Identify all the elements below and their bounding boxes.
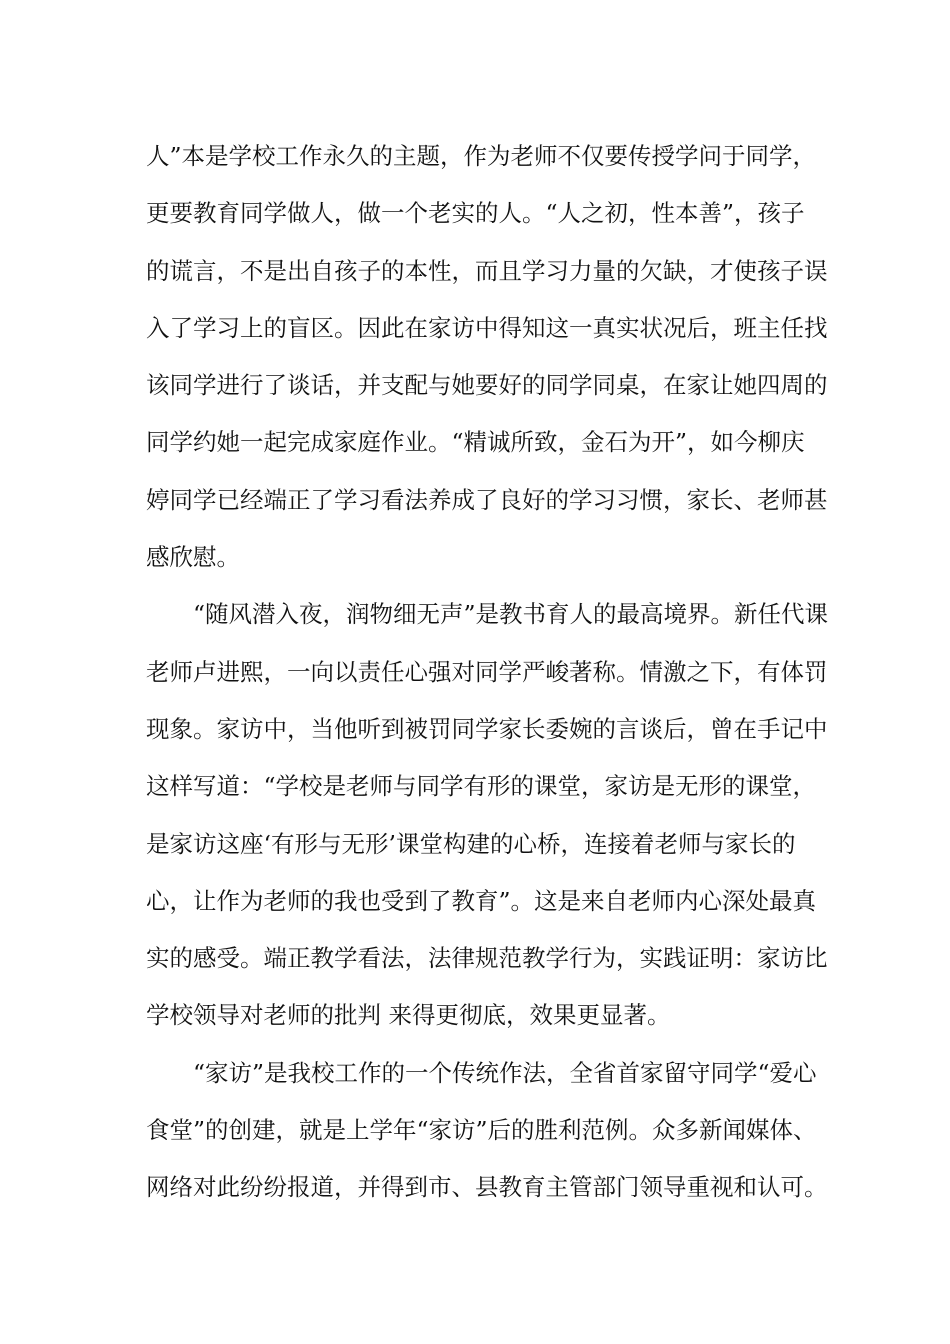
- text-line: 这样写道：“学校是老师与同学有形的课堂，家访是无形的课堂，: [146, 772, 817, 801]
- text-line: 现象。家访中，当他听到被罚同学家长委婉的言谈后，曾在手记中: [146, 714, 828, 743]
- text-line: 入了学习上的盲区。因此在家访中得知这一真实状况后，班主任找: [146, 313, 828, 342]
- text-line: 的谎言，不是出自孩子的本性，而且学习力量的欠缺，才使孩子误: [146, 256, 828, 285]
- paragraph-3: [146, 1045, 826, 1217]
- text-line: 学校领导对老师的批判 来得更彻底，效果更显著。: [146, 1001, 671, 1030]
- text-line: 老师卢进熙，一向以责任心强对同学严峻著称。情激之下，有体罚: [146, 657, 828, 686]
- document-body: [146, 128, 829, 1217]
- text-line: 同学约她一起完成家庭作业。“精诚所致，金石为开”，如今柳庆: [146, 428, 805, 457]
- text-line: 心，让作为老师的我也受到了教育”。这是来自老师内心深处最真: [146, 886, 817, 915]
- text-line-first: “家访”是我校工作的一个传统作法，全省首家留守同学“爱心: [193, 1058, 817, 1087]
- text-line: 婷同学已经端正了学习看法养成了良好的学习习惯，家长、老师甚: [146, 485, 828, 514]
- text-line: 更要教育同学做人，做一个老实的人。“人之初，性本善”，孩子: [146, 199, 805, 228]
- text-line: 实的感受。端正教学看法，法律规范教学行为，实践证明：家访比: [146, 944, 828, 973]
- text-line: 该同学进行了谈话，并支配与她要好的同学同桌，在家让她四周的: [146, 371, 828, 400]
- text-line: 是家访这座‘有形与无形’课堂构建的心桥，连接着老师与家长的: [146, 829, 796, 858]
- paragraph-1: [146, 128, 826, 586]
- text-line: 感欣慰。: [146, 543, 240, 572]
- paragraph-2: [146, 586, 829, 1044]
- text-line: 网络对此纷纷报道，并得到市、县教育主管部门领导重视和认可。: [146, 1173, 828, 1202]
- text-line-first: “随风潜入夜，润物细无声”是教书育人的最高境界。新任代课: [193, 600, 829, 629]
- text-line: 食堂”的创建，就是上学年“家访”后的胜利范例。众多新闻媒体、: [146, 1116, 817, 1145]
- text-line: 人”本是学校工作永久的主题，作为老师不仅要传授学问于同学，: [146, 142, 817, 170]
